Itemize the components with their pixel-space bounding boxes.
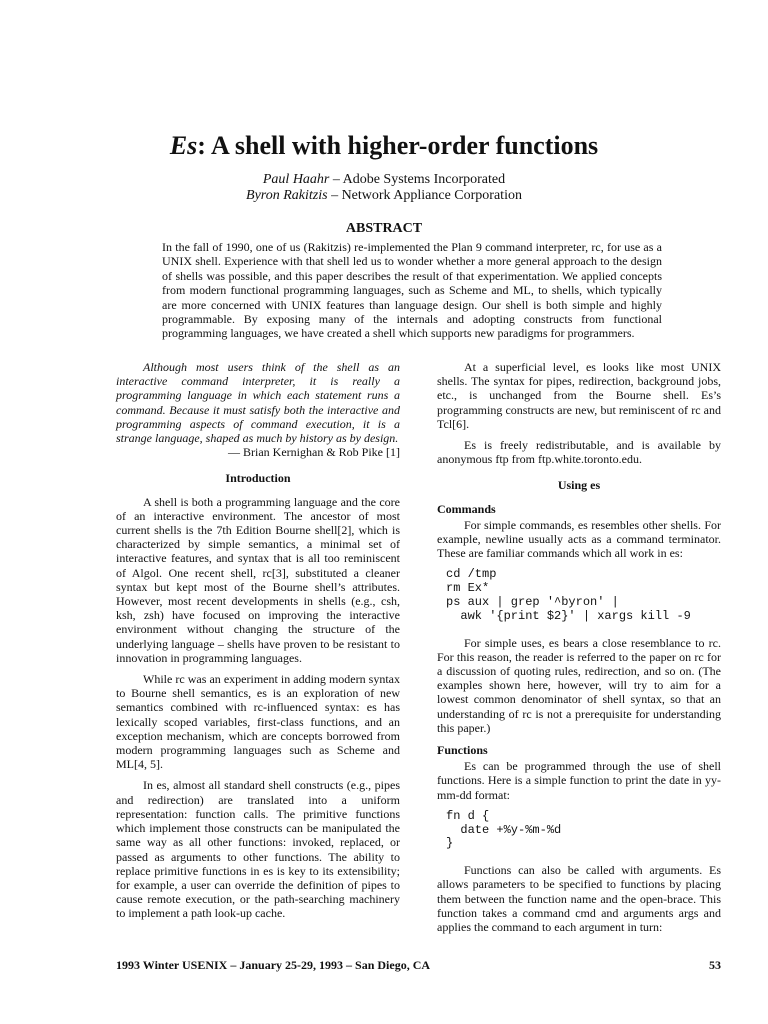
body-paragraph: At a superficial level, es looks like most UNIX shells. The syntax for pipes, redirection, background jobs, etc., is unchanged from the Bourne shell. Es’s programming constructs are new, but reminiscent of rc and Tcl[6].: [437, 360, 721, 431]
code-block-commands: cd /tmp rm Ex* ps aux | grep '^byron' | awk '{print $2}' | xargs kill -9: [446, 567, 691, 623]
body-paragraph: A shell is both a programming language and the core of an interactive environment. The ancestor of most current shells is the 7th Edition Bourne shell[2], which is characterized by simple semantics, a minimal set of interactive features, and syntax that is all too reminiscent of Algol. One recent shell, rc[3], substituted a cleaner syntax but kept most of the Bourne shell’s attributes. However, most recent developments in shells (e.g., csh, ksh, zsh) have focused on improving the interactive environment without changing the structure of the underlying language – shells have proven to be resistant to innovation in programming languages.: [116, 494, 400, 665]
page-footer: [116, 956, 721, 974]
author-block: [0, 172, 768, 204]
title-italic-part: Es: [169, 131, 198, 160]
code-block-function: fn d { date +%y-%m-%d }: [446, 808, 562, 851]
paper-title: [0, 128, 768, 164]
epigraph-attribution: — Brian Kernighan & Rob Pike [1]: [228, 445, 400, 460]
title-rest: : A shell with higher-order functions: [197, 131, 599, 160]
right-column: [437, 360, 721, 934]
abstract-heading: ABSTRACT: [345, 221, 423, 236]
subsection-commands: Commands: [437, 501, 496, 516]
author-line: [0, 188, 768, 204]
page-number: 53: [709, 958, 721, 972]
footer-venue: 1993 Winter USENIX – January 25-29, 1993 – San Diego, CA: [116, 958, 431, 972]
author-affiliation: – Adobe Systems Incorporated: [329, 172, 506, 187]
body-paragraph: For simple commands, es resembles other shells. For example, newline usually acts as a command terminator. These are familiar commands which all work in es:: [437, 517, 721, 561]
body-paragraph: Es can be programmed through the use of shell functions. Here is a simple function to print the date in yy-mm-dd format:: [437, 759, 721, 802]
subsection-functions: Functions: [437, 743, 488, 758]
author-affiliation: – Network Appliance Corporation: [327, 188, 522, 203]
body-paragraph: Es is freely redistributable, and is available by anonymous ftp from ftp.white.toronto.edu.: [437, 438, 721, 467]
section-title-using-es: Using es: [557, 478, 601, 493]
section-title-introduction: Introduction: [225, 471, 291, 486]
body-paragraph: In es, almost all standard shell constructs (e.g., pipes and redirection) are translated into a uniform representation: function calls. The primitive functions which implement those constructs can be manipulated the same way as all other functions: invoked, replaced, or passed as arguments to other functions. The ability to replace primitive functions in es is key to its extensibility; for example, a user can override the definition of pipes to cause remote execution, or the path-searching machinery to implement a path look-up cache.: [116, 778, 400, 921]
epigraph-quote: Although most users think of the shell as an interactive command interpreter, it is really a programming language in which each statement runs a command. Because it must satisfy both the interactive and programming aspects of command execution, it is a strange language, shaped as much by history as by design.: [116, 360, 400, 446]
body-paragraph: Functions can also be called with arguments. Es allows parameters to be specified to functions by placing them between the function name and the open-brace. This function takes a command cmd and arguments args and applies the command to each argument in turn:: [437, 863, 721, 935]
body-paragraph: While rc was an experiment in adding modern syntax to Bourne shell semantics, es is an exploration of new semantics combined with rc-influenced syntax: es has lexically scoped variables, first-class functions, and an exception mechanism, which are concepts borrowed from modern programming languages such as Scheme and ML[4, 5].: [116, 672, 400, 772]
author-name: Paul Haahr: [262, 172, 330, 187]
abstract-text: In the fall of 1990, one of us (Rakitzis) re-implemented the Plan 9 command interpreter, rc, for use as a UNIX shell. Experience with that shell led us to wonder whether a more general approach to the design of shells was possible, and this paper describes the result of that experimentation. We applied concepts from modern functional programming languages, such as Scheme and ML, to shells, which typically are more concerned with UNIX features than language design. Our shell is both simple and highly programmable. By exposing many of the internals and adopting constructs from functional programming languages, we have created a shell which supports new paradigms for programmers.: [162, 240, 662, 341]
author-line: [0, 172, 768, 188]
author-name: Byron Rakitzis: [246, 188, 328, 203]
body-paragraph: For simple uses, es bears a close resemblance to rc. For this reason, the reader is referred to the paper on rc for a discussion of quoting rules, redirection, and so on. (The examples shown here, however, will try to aim for a lowest common denominator of shell syntax, so that an understanding of rc is not a prerequisite for understanding this paper.): [437, 635, 721, 735]
left-column: [116, 360, 400, 921]
